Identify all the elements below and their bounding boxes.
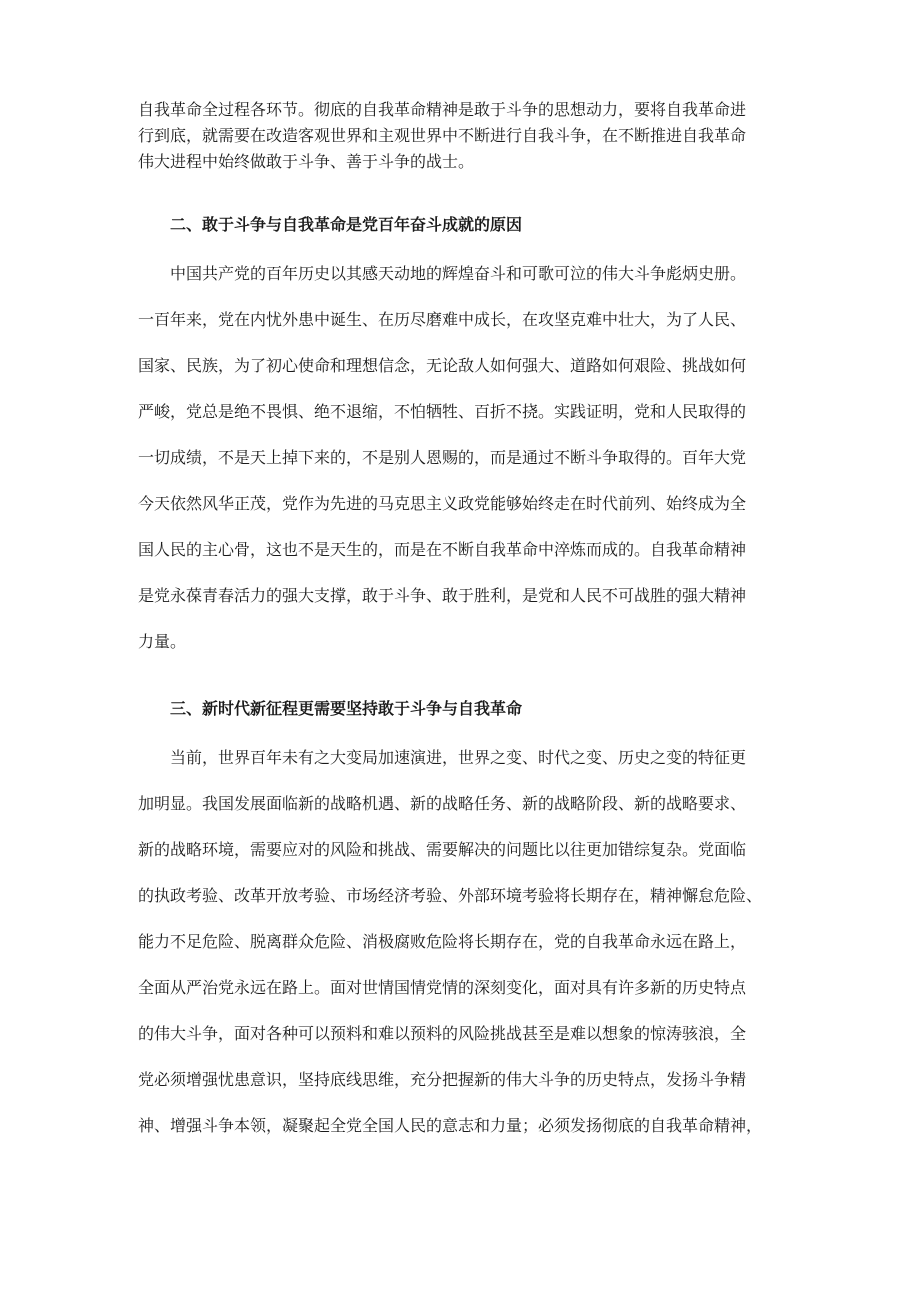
paragraph-line: 加明显。我国发展面临新的战略机遇、新的战略任务、新的战略阶段、新的战略要求、 xyxy=(138,794,747,813)
paragraph-line: 当前，世界百年未有之大变局加速演进，世界之变、时代之变、历史之变的特征更 xyxy=(170,748,747,767)
paragraph-line: 严峻，党总是绝不畏惧、绝不退缩，不怕牺牲、百折不挠。实践证明，党和人民取得的 xyxy=(138,402,747,421)
paragraph-line: 力量。 xyxy=(138,632,187,651)
paragraph-line: 神、增强斗争本领，凝聚起全党全国人民的意志和力量；必须发扬彻底的自我革命精神， xyxy=(138,1116,763,1135)
intro-line: 伟大进程中始终做敢于斗争、善于斗争的战士。 xyxy=(138,152,475,171)
paragraph-line: 国人民的主心骨，这也不是天生的，而是在不断自我革命中淬炼而成的。自我革命精神 xyxy=(138,540,747,559)
intro-line: 自我革命全过程各环节。彻底的自我革命精神是敢于斗争的思想动力，要将自我革命进 xyxy=(138,100,747,119)
paragraph-line: 全面从严治党永远在路上。面对世情国情党情的深刻变化，面对具有许多新的历史特点 xyxy=(138,978,747,997)
section-heading: 二、敢于斗争与自我革命是党百年奋斗成就的原因 xyxy=(170,215,523,234)
paragraph-line: 一切成绩，不是天上掉下来的，不是别人恩赐的，而是通过不断斗争取得的。百年大党 xyxy=(138,448,747,467)
paragraph-line: 一百年来，党在内忧外患中诞生、在历尽磨难中成长，在攻坚克难中壮大，为了人民、 xyxy=(138,310,747,329)
intro-line: 行到底，就需要在改造客观世界和主观世界中不断进行自我斗争，在不断推进自我革命 xyxy=(138,126,747,145)
paragraph-line: 的伟大斗争，面对各种可以预料和难以预料的风险挑战甚至是难以想象的惊涛骇浪，全 xyxy=(138,1024,747,1043)
paragraph-line: 今天依然风华正茂，党作为先进的马克思主义政党能够始终走在时代前列、始终成为全 xyxy=(138,494,747,513)
paragraph-line: 新的战略环境，需要应对的风险和挑战、需要解决的问题比以往更加错综复杂。党面临 xyxy=(138,840,747,859)
section-heading: 三、新时代新征程更需要坚持敢于斗争与自我革命 xyxy=(170,699,523,718)
paragraph-line: 党必须增强忧患意识，坚持底线思维，充分把握新的伟大斗争的历史特点，发扬斗争精 xyxy=(138,1070,747,1089)
paragraph-line: 的执政考验、改革开放考验、市场经济考验、外部环境考验将长期存在，精神懈怠危险、 xyxy=(138,886,763,905)
paragraph-line: 是党永葆青春活力的强大支撑，敢于斗争、敢于胜利，是党和人民不可战胜的强大精神 xyxy=(138,586,747,605)
paragraph-line: 国家、民族，为了初心使命和理想信念，无论敌人如何强大、道路如何艰险、挑战如何 xyxy=(138,356,747,375)
paragraph-line: 中国共产党的百年历史以其感天动地的辉煌奋斗和可歌可泣的伟大斗争彪炳史册。 xyxy=(170,264,747,283)
paragraph-line: 能力不足危险、脱离群众危险、消极腐败危险将长期存在，党的自我革命永远在路上， xyxy=(138,932,747,951)
